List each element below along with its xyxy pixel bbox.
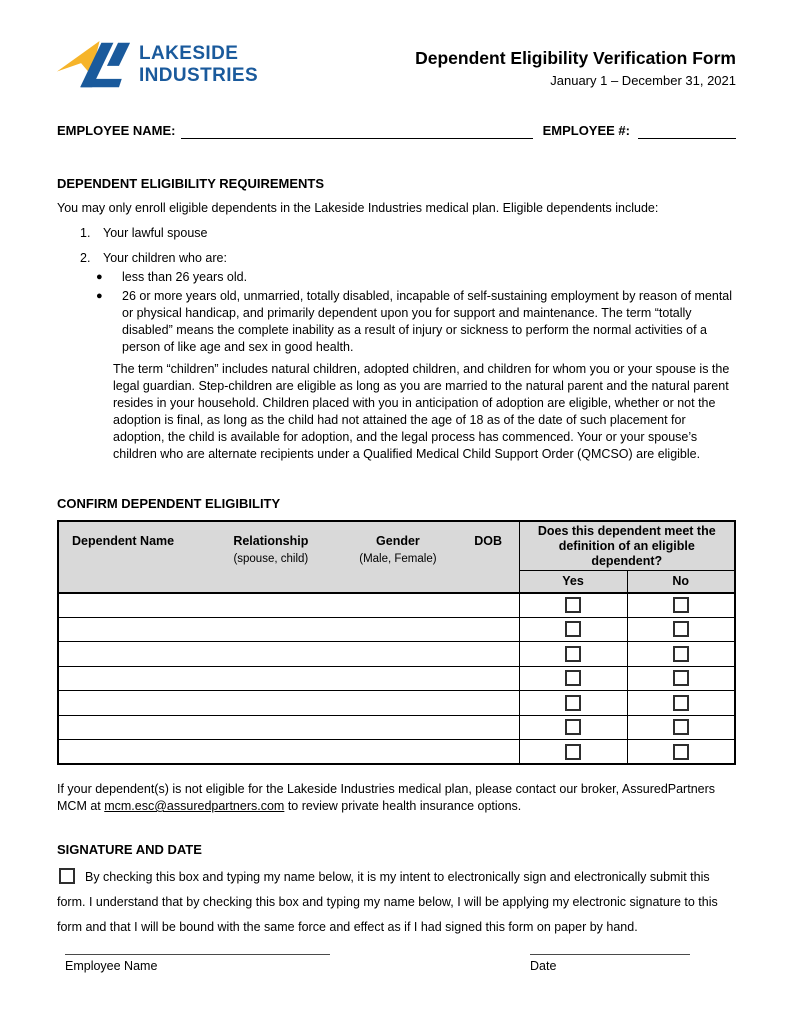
yes-checkbox[interactable]: [565, 597, 581, 613]
employee-name-signature-label: Employee Name: [65, 959, 158, 973]
bullet-icon: ●: [96, 290, 103, 302]
no-checkbox[interactable]: [673, 670, 689, 686]
dependent-eligibility-table: [57, 520, 736, 765]
date-signature-label: Date: [530, 959, 557, 973]
requirements-intro: You may only enroll eligible dependents in the Lakeside Industries medical plan. Eligible dependents include:: [57, 201, 659, 215]
no-cell: [627, 593, 735, 618]
dependent-row: [58, 691, 735, 716]
dependent-row: [58, 617, 735, 642]
no-cell: [627, 642, 735, 667]
yes-checkbox[interactable]: [565, 646, 581, 662]
broker-email-link[interactable]: mcm.esc@assuredpartners.com: [104, 799, 285, 813]
bullet-item-2: [57, 288, 736, 356]
no-checkbox[interactable]: [673, 719, 689, 735]
no-checkbox[interactable]: [673, 597, 689, 613]
employee-row: [57, 122, 736, 139]
col-relationship: Relationship (spouse, child): [204, 533, 339, 568]
col-relationship-sub: (spouse, child): [233, 553, 309, 565]
requirements-heading: DEPENDENT ELIGIBILITY REQUIREMENTS: [57, 176, 325, 191]
no-header: No: [627, 571, 735, 593]
signature-heading: SIGNATURE AND DATE: [57, 842, 202, 857]
dependent-row: [58, 666, 735, 691]
yes-cell: [519, 715, 627, 740]
dependent-info-cell[interactable]: [58, 642, 519, 667]
signature-row: [57, 954, 736, 975]
left-header-cell: [58, 521, 519, 593]
bullet-text: 26 or more years old, unmarried, totally disabled, incapable of self-sustaining employment by reason of mental or physical handicap, and primarily dependent upon you for support and maintenance. The term “totally disabled” means the complete inability as a result of injury or sickness to perform the normal activities of a person of like age and sex in good health.: [122, 289, 733, 354]
dependent-row: [58, 740, 735, 765]
dependent-info-cell[interactable]: [58, 691, 519, 716]
dependent-row: [58, 593, 735, 618]
no-cell: [627, 691, 735, 716]
title-block: [415, 38, 736, 92]
broker-text-after: to review private health insurance options.: [284, 799, 522, 813]
dependent-row: [58, 642, 735, 667]
consent-text: By checking this box and typing my name below, it is my intent to electronically sign and electronically submit this form. I understand that by checking this box and typing my name below, I will be applying my electronic signature to this form and that I will be bound with the same force and effect as if I had signed this form on paper by hand.: [57, 870, 718, 934]
company-logo: [57, 38, 258, 92]
dependent-row: [58, 715, 735, 740]
no-cell: [627, 666, 735, 691]
employee-name-field[interactable]: [181, 124, 532, 139]
dependent-info-cell[interactable]: [58, 715, 519, 740]
no-checkbox[interactable]: [673, 744, 689, 760]
yes-cell: [519, 691, 627, 716]
page-subtitle: January 1 – December 31, 2021: [550, 73, 736, 88]
yes-checkbox[interactable]: [565, 719, 581, 735]
no-cell: [627, 715, 735, 740]
children-definition-paragraph: The term “children” includes natural children, adopted children, and children for whom you or your spouse is the legal guardian. Step-children are eligible as long as you are married to the natural parent and the natural parent resides in your household. Children placed with you in anticipation of adoption are eligible, whether or not the adoption is final, as long as the child had not attained the age of 18 as of the date of such placement for adoption, the child is available for adoption, and the legal process has commenced. Your or your spouse’s children who are alternate recipients under a Qualified Medical Child Support Order (QMCSO) are eligible.: [113, 362, 730, 461]
item-number: 2.: [80, 251, 91, 265]
bullet-icon: ●: [96, 271, 103, 283]
item-text: Your children who are:: [103, 251, 227, 265]
page-header: [57, 38, 736, 92]
broker-note: [57, 781, 736, 815]
dependent-info-cell[interactable]: [58, 617, 519, 642]
eligible-question-header: Does this dependent meet the definition of an eligible dependent?: [519, 521, 735, 571]
yes-cell: [519, 642, 627, 667]
item-number: 1.: [80, 226, 91, 240]
logo-line2: INDUSTRIES: [139, 65, 259, 86]
no-checkbox[interactable]: [673, 621, 689, 637]
bullet-item-1: [57, 269, 736, 286]
date-signature-field[interactable]: [530, 954, 690, 955]
employee-number-label: EMPLOYEE #:: [542, 123, 630, 138]
numbered-item-2: [57, 250, 736, 267]
yes-cell: [519, 740, 627, 765]
yes-checkbox[interactable]: [565, 744, 581, 760]
no-cell: [627, 740, 735, 765]
yes-cell: [519, 666, 627, 691]
no-cell: [627, 617, 735, 642]
no-checkbox[interactable]: [673, 695, 689, 711]
broker-text-before: If your dependent(s) is not eligible for the Lakeside Industries medical plan, please contact our broker, AssuredPartners MCM at: [57, 782, 716, 813]
dependent-info-cell[interactable]: [58, 593, 519, 618]
employee-number-field[interactable]: [638, 124, 736, 139]
page-title: Dependent Eligibility Verification Form: [415, 48, 736, 68]
bullet-text: less than 26 years old.: [122, 270, 248, 284]
table-header: [58, 521, 735, 593]
table-body: [58, 593, 735, 765]
yes-checkbox[interactable]: [565, 621, 581, 637]
yes-checkbox[interactable]: [565, 670, 581, 686]
lakeside-logo-icon: [57, 38, 131, 92]
employee-name-signature-block: [65, 954, 330, 975]
yes-cell: [519, 593, 627, 618]
logo-wordmark: [139, 43, 258, 87]
col-dob: DOB: [474, 534, 502, 548]
col-dependent-name: Dependent Name: [72, 534, 175, 548]
yes-header: Yes: [519, 571, 627, 593]
numbered-item-1: [57, 225, 736, 242]
no-checkbox[interactable]: [673, 646, 689, 662]
col-gender: Gender (Male, Female): [338, 533, 458, 568]
consent-checkbox[interactable]: [59, 868, 75, 884]
consent-paragraph: [57, 865, 736, 940]
col-gender-sub: (Male, Female): [359, 553, 437, 565]
item-text: Your lawful spouse: [103, 226, 208, 240]
yes-checkbox[interactable]: [565, 695, 581, 711]
confirm-heading: CONFIRM DEPENDENT ELIGIBILITY: [57, 496, 281, 511]
date-signature-block: [530, 954, 690, 975]
yes-cell: [519, 617, 627, 642]
employee-name-signature-field[interactable]: [65, 954, 330, 955]
logo-line1: LAKESIDE: [139, 43, 239, 64]
dependent-info-cell[interactable]: [58, 666, 519, 691]
dependent-info-cell[interactable]: [58, 740, 519, 765]
employee-name-label: EMPLOYEE NAME:: [57, 123, 176, 138]
